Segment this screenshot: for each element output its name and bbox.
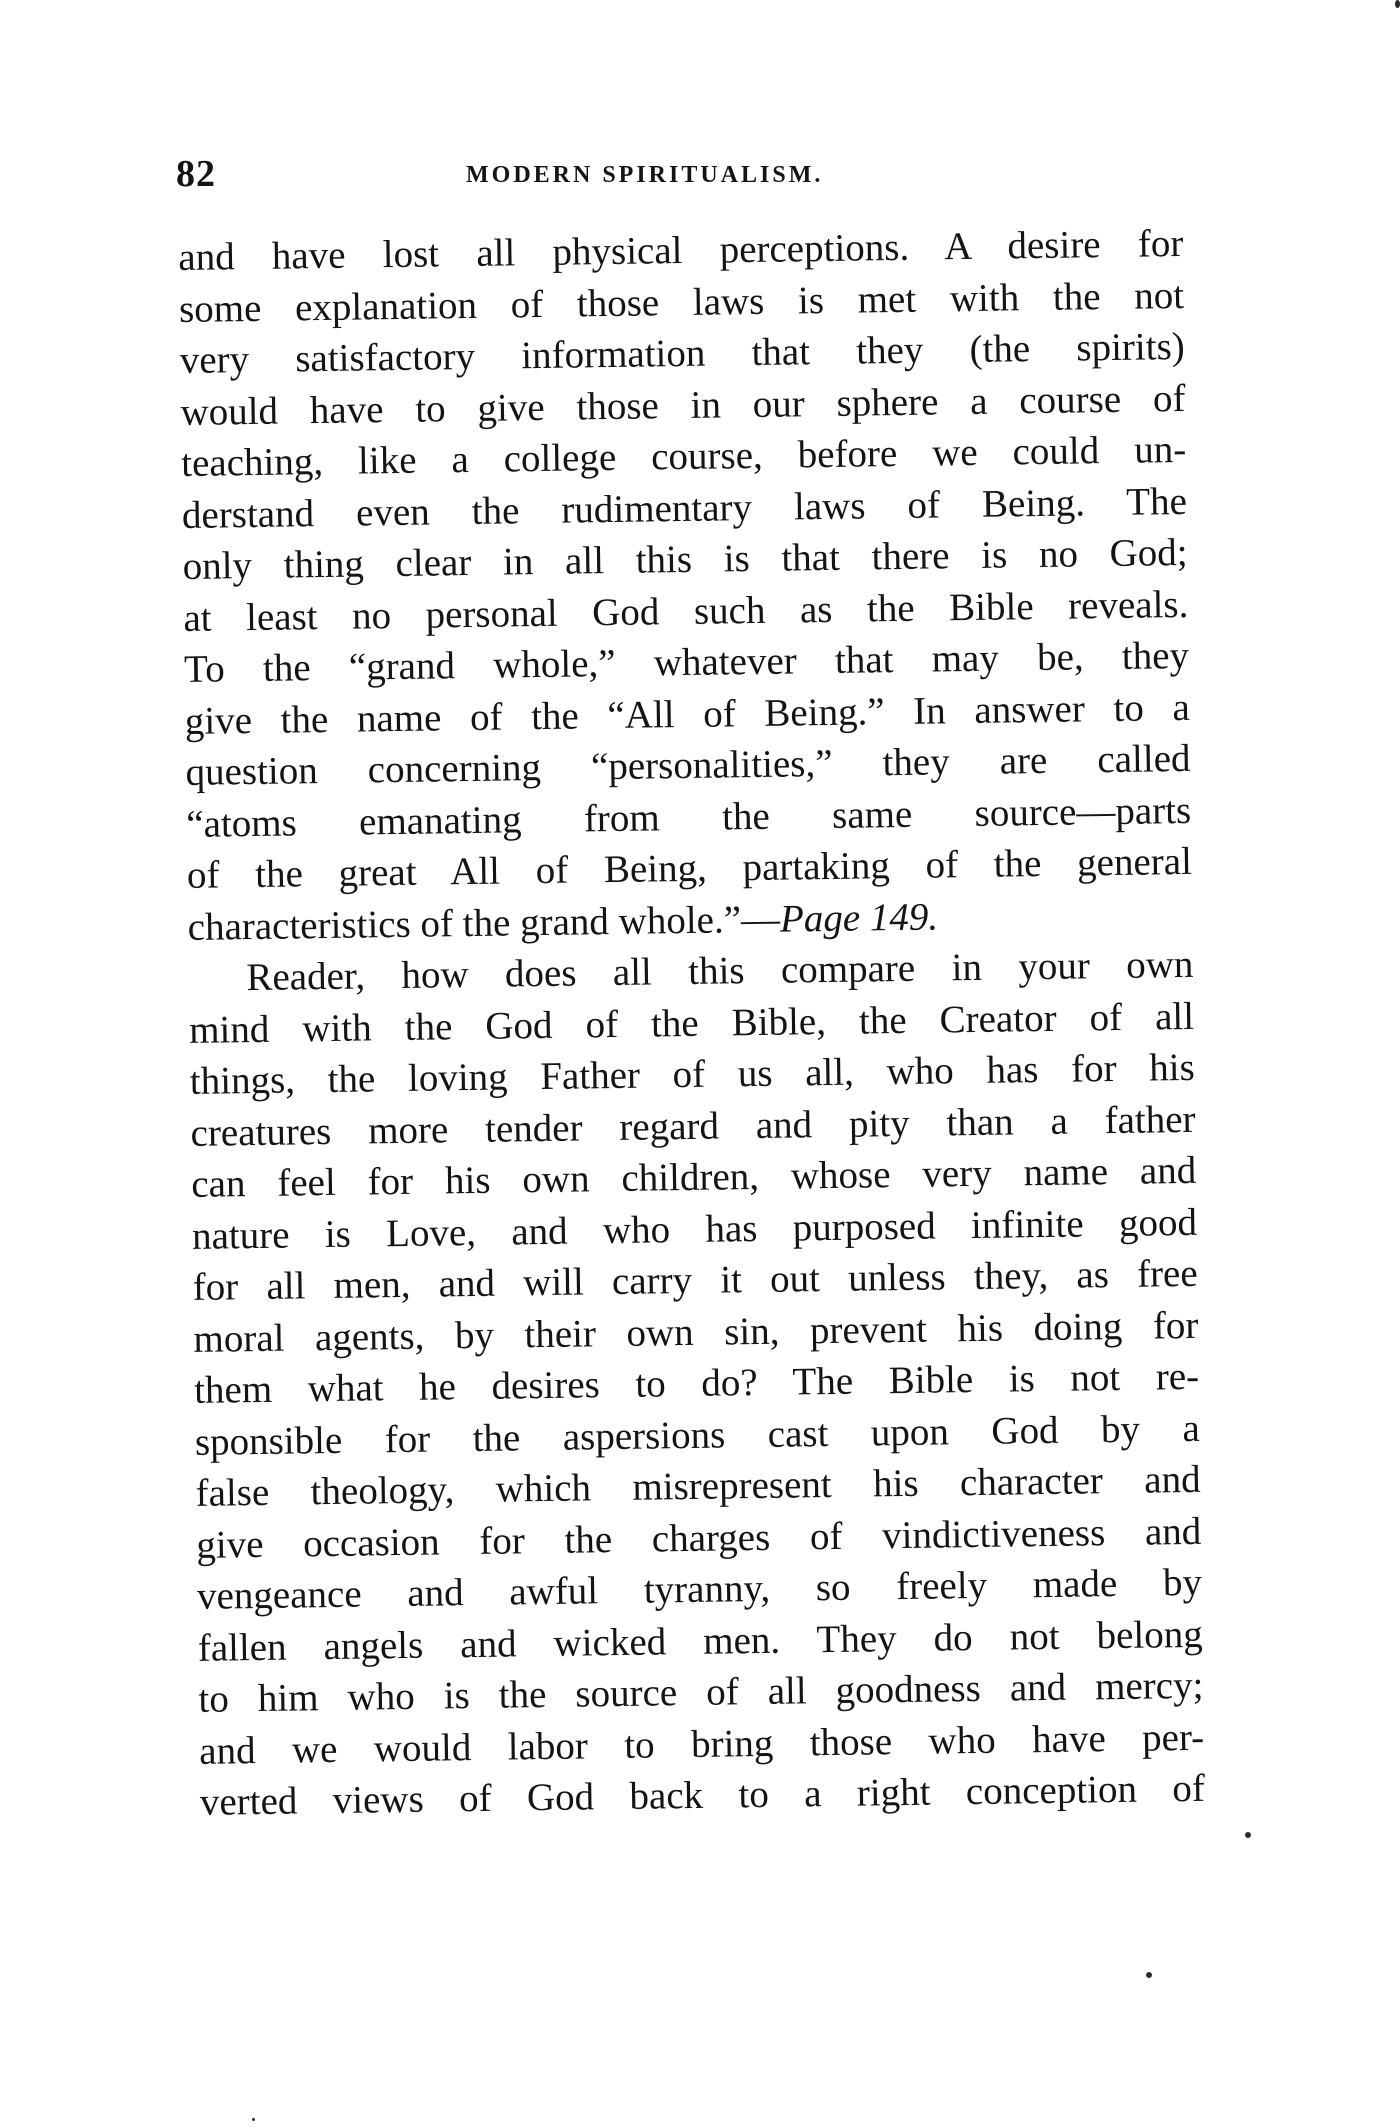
text-line: vengeance and awful tyranny, so freely made by — [196, 1560, 1203, 1618]
body-text — [178, 218, 1205, 1828]
ink-speck — [1146, 1972, 1152, 1978]
text-line-body: characteristics of the grand whole.”— — [187, 897, 781, 949]
text-line: and have lost all physical perceptions. A desire for — [178, 221, 1184, 279]
text-line: things, the loving Father of us all, who has for his — [189, 1045, 1196, 1103]
page-reference: Page 149. — [779, 894, 939, 941]
text-line: verted views of God back to a right conception of — [199, 1766, 1206, 1824]
text-line: only thing clear in all this is that there is no God; — [182, 530, 1188, 588]
text-line: of the great All of Being, partaking of the general — [186, 839, 1193, 897]
text-line: sponsible for the aspersions cast upon God by a — [194, 1406, 1201, 1464]
text-line: would have to give those in our sphere a course of — [180, 376, 1186, 434]
text-line: question concerning “personalities,” they are called — [185, 736, 1191, 794]
text-line: false theology, which misrepresent his character and — [195, 1457, 1201, 1515]
text-line: give the name of the “All of Being.” In answer to a — [184, 685, 1191, 743]
text-line: nature is Love, and who has purposed infinite good — [191, 1200, 1198, 1258]
text-line: fallen angels and wicked men. They do not belong — [197, 1612, 1203, 1670]
text-line: To the “grand whole,” whatever that may be, they — [183, 633, 1190, 691]
text-line: and we would labor to bring those who have per- — [198, 1715, 1205, 1773]
text-line: “atoms emanating from the same source—parts — [185, 788, 1192, 846]
text-line: some explanation of those laws is met with the not — [178, 273, 1185, 331]
running-head — [176, 152, 1186, 202]
text-line: moral agents, by their own sin, prevent his doing for — [193, 1303, 1199, 1361]
page-number: 82 — [176, 153, 216, 195]
text-line: at least no personal God such as the Bible reveals. — [183, 582, 1189, 640]
text-line: to him who is the source of all goodness and mercy; — [198, 1663, 1204, 1721]
text-line: mind with the God of the Bible, the Creator of all — [188, 994, 1195, 1052]
ink-speck — [1245, 1832, 1251, 1838]
text-line: Reader, how does all this compare in your own — [246, 942, 1194, 1000]
running-title: MODERN SPIRITUALISM. — [466, 162, 824, 188]
paragraph-1 — [178, 218, 1193, 953]
text-line: give occasion for the charges of vindictiveness and — [196, 1509, 1202, 1567]
ink-speck — [252, 2118, 255, 2121]
text-line: for all men, and will carry it out unless they, as free — [192, 1251, 1198, 1309]
text-line: teaching, like a college course, before we could un- — [180, 427, 1187, 485]
paragraph-2 — [188, 939, 1205, 1828]
text-line: derstand even the rudimentary laws of Being. The — [181, 479, 1188, 537]
ink-speck — [1395, 0, 1400, 8]
text-line: very satisfactory information that they (the spirits) — [179, 324, 1185, 382]
text-line: them what he desires to do? The Bible is not re- — [193, 1354, 1200, 1412]
text-line: creatures more tender regard and pity than a father — [190, 1097, 1196, 1155]
text-line: can feel for his own children, whose very name and — [190, 1148, 1197, 1206]
